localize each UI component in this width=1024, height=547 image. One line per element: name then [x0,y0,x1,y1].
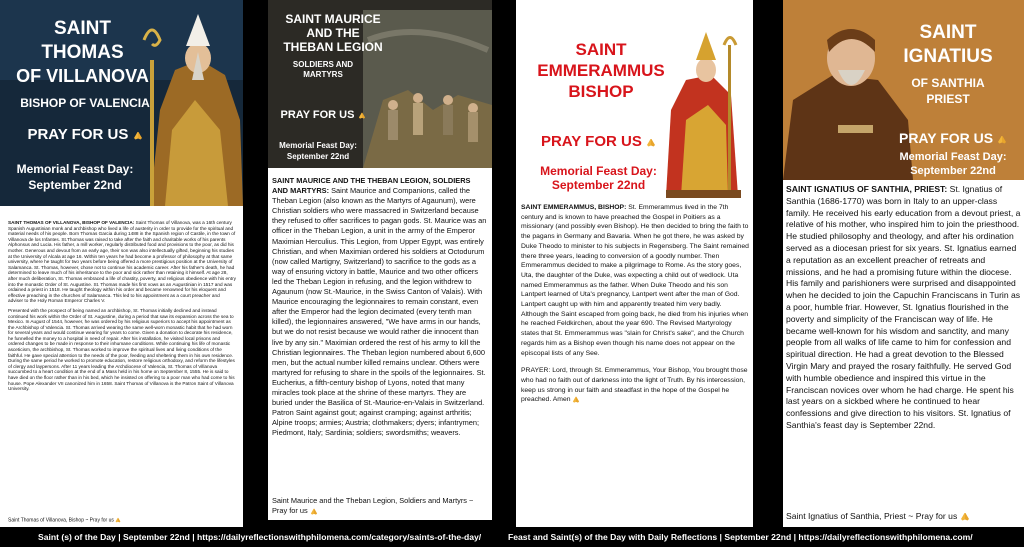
pray-for-us-text: PRAY FOR US [898,130,994,146]
praying-hands-icon [133,131,143,140]
bio-paragraph: Saint Thomas of Villanova, was a 16th century Spanish Augustinian monk and archbishop who lived a life of austerity in order to provide for the spiritual and material needs of his people. Born Thomas Garcia during 1488 in the Spanish region of Castile, in the town of Villanova de los Infantes. St.Thomas was raised to take after the faith and charitable works of his parents Alphonsus and Lucia. His father, a mill worker, regularly distributed food and provisions to the poor, as did his mother. Generous and devout from an early age, their son was also intellectually gifted, beginning his studies at the University of Alcala at age 16. Within ten years he had become a professor of philosophy at that same university, where he taught for two years before being offered a more prestigious position at the University of Salamanca. St. Thomas, however, chose not to continue his academic career. After his father's death, he had determined to leave much of his inheritance to the poor and sick rather than retaining it himself. At age 28, after much deliberation, St. Thomas embraced a life of chastity, poverty, and religious obedience with his entry into the monastic Order of St. Augustine. St. Thomas made his first vows as an Augustinian in 1517 and was ordained a priest in 1518. He taught theology within his order and became renowned for his eloquent and effective preaching in the churches of Salamanca. This led to his appointment as a court preacher and adviser to the Holy Roman Emperor Charles V. [8,220,236,304]
signoff [8,517,121,523]
praying-hands-icon [646,138,656,147]
bio-lead: SAINT EMMERAMMUS, BISHOP: [521,204,627,211]
feast-day-label: Memorial Feast Day: [16,162,134,176]
hero-image [516,0,753,200]
saint-biography [272,176,488,488]
hero-image [268,0,492,168]
saint-biography [521,203,749,515]
saint-biography [8,220,236,506]
pray-for-us-label [0,126,170,143]
pray-for-us-label [516,133,681,150]
feast-day-label: Memorial Feast Day: [540,164,657,178]
bio-lead: SAINT MAURICE AND THE THEBAN LEGION, SOLDIERS AND MARTYRS: [272,176,471,196]
hero-title-line: SAINT MAURICE [285,12,381,26]
hero-title-line: EMMERAMMUS [537,61,665,80]
praying-hands-icon [358,112,366,119]
signoff-text: Saint Ignatius of Santhia, Priest ~ Pray for us [786,511,958,521]
feast-day-date: September 22nd [286,152,350,161]
hero-title-line: IGNATIUS [903,46,993,67]
hero-image [0,0,243,206]
bio-paragraph: Saint Maurice and Companions, called the Theban Legion (also known as the Martyrs of Agaunum), were Christian soldiers who were massacred in Switzerland because they refused to offer sacrifices to pagan gods. St. Maurice was an officer in the Theban Legion, a unit in the army of the Emperor Maximian Herculius. This Legion, from Upper Egypt, was entirely Christian, and when Maximian ordered his soldiers at Octodurum (now called Martigny, Switzerland) to sacrifice to the gods as a way of ensuring victory in battle, Maurice and two other officers led the Theban Legion in refusing, and the legion withdrew to Agaunum (now St.-Maurice, in the Swiss Canton of Valais). With Maurice encouraging the legionnaires to remain constant, even after the Emperor had the legion decimated (every tenth man killed), the legionnaires answered, "We have arms in our hands, but we do not resist because we would rather die innocent than live by any sin." Maximian ordered the rest of his army to kill the Christian legionnaires. The Theban legion numbered about 6,600 men, but the actual number killed remains unclear. Others were martyred for refusing to share in the spoils of the legionnaires. St. Eucherius, a fifth-century bishop of Lyons, noted that many miracles took place at the shrine of these martyrs. They are buried under the Basilica of St.-Maurice-en-Valais in Switzerland. Patron Saint against gout; against cramping; against arthritis; Alpine troops; armies; Austria; clothmakers; dyers; infantrymen; Piedmont, Italy; Sardinia; soldiers; swordsmiths; weavers. [272,186,487,438]
hero-title-line: SAINT [54,18,111,39]
hero-subtitle: BISHOP OF VALENCIA [20,96,150,110]
signoff [786,511,970,521]
feast-day-date: September 22nd [28,178,122,192]
bio-lead: SAINT IGNATIUS OF SANTHIA, PRIEST: [786,184,948,194]
praying-hands-icon [310,508,318,515]
saint-biography [786,184,1022,502]
bio-paragraph: St. Ignatius of Santhia (1686-1770) was born in Italy to an upper-class family. He received his early education from a devout priest, a relative of his mother, who inspired him to join the priesthood. He studied philosophy and theology, and after his ordination served as a diocesan priest for six years. St. Ignatius earned a reputation as an excellent preacher of retreats and missions, and he had a promising future within the diocese. His family and parishioners were surprised and disappointed when he decided to join the Capuchin Franciscans in Turin as a poor, humble friar. However, St. Ignatius flourished in the poverty and simplicity of the Franciscan way of life. He became well-known for his wisdom and sanctity, and many people from all walks of life came to him for confession and spiritual direction. He had a great devotion to the Blessed Virgin Mary and prayed the rosary faithfully. He served God with humble obedience and inspired this virtue in the Franciscan novices over whom he had charge. He spent his last years on a sickbed where he continued to hear confessions and give direction to his visitors. St. Ignatius of Santhia's feast day is September 22nd. [786,184,1021,430]
hero-subtitle: PRIEST [926,92,970,106]
pray-for-us-text: PRAY FOR US [540,133,642,150]
signoff [272,496,488,516]
card-ignatius-of-santhia [783,0,1024,527]
praying-hands-icon [572,396,580,403]
hero-subtitle: OF SANTHIA [911,76,985,90]
praying-hands-icon [997,135,1007,144]
hero-subtitle: MARTYRS [303,70,343,79]
feast-day-date: September 22nd [910,165,996,177]
feast-day-date: September 22nd [551,178,646,192]
pray-for-us-text: PRAY FOR US [27,126,129,143]
pray-for-us-text: PRAY FOR US [280,109,355,121]
pray-for-us-label [268,109,378,121]
hero-title-line: SAINT [575,40,627,59]
hero-title-line: BISHOP [568,82,634,101]
footer-left-link[interactable]: Saint (s) of the Day | September 22nd | https://dailyreflectionswithphilomena.com/category/saints-of-the-day/ [38,532,482,542]
prayer-text: PRAYER: Lord, through St. Emmerammus, Your Bishop, You brought those who had no faith out of darkness into the light of Truth. By his intercession, keep us strong in our faith and steadfast in the hope of the Gospel he preached. Amen [521,367,748,404]
card-maurice-theban-legion [268,0,492,520]
card-thomas-of-villanova [0,0,243,527]
hero-title-line: AND THE [306,26,360,40]
hero-title-line: THEBAN LEGION [283,40,383,54]
pray-for-us-label [888,130,1018,146]
feast-day-label: Memorial Feast Day: [899,151,1007,163]
card-emmerammus [516,0,753,527]
footer-right-link[interactable]: Feast and Saint(s) of the Day with Daily Reflections | September 22nd | https://dailyreflectionswithphilomena.com/ [508,532,973,542]
bio-paragraph: Presented with the prospect of being named an archbishop, St. Thomas initially declined and instead continued his work within the Order of St. Augustine, during a period that saw its expansion across the sea to Mexico. In August of 1544, however, he was ordered by his religious superiors to accept his appointment as the Archbishop of Valencia. St. Thomas arrived wearing the same well-worn monastic habit that he had worn for several years and would continue wearing for years to come. Given a donation to decorate his residence, he funnelled the money to a hospital in need of repair. After his installation, he visited local prisons and ordered changes to be made in response to their inhumane conditions. While continuing his life of monastic asceticism, the archbishop, St. Thomas worked to improve the spiritual lives and living conditions of the faithful. He gave special attention to the needs of the poor, feeding and sheltering them in his own residence. During the same period he worked to promote education, restore religious orthodoxy, and reform the lifestyles of clergy and laypersons. After 11 years leading the Archdiocese of Valencia, St. Thomas of Villanova succumbed to a heart condition at the end of a Mass held in his home on September 8, 1555. He is said to have died on the floor rather than in his bed, which he insisted on offering to a poor man who had come to his house. Pope Alexander VII canonized him in 1658. Saint Thomas of Villanova is the Patron Saint of Villanova University. [8,307,235,392]
signoff-text: Saint Thomas of Villanova, Bishop ~ Pray for us [8,517,114,524]
bio-paragraph: St. Emmerammus lived in the 7th century and is known to have preached the Gospel in Poitiers as a missionary (and possibly even Bishop). He then decided to bring the faith to the pagans in Germany and Bavaria. When he got there, he was asked by Duke Theodo to minister to his subjects in Regensberg. The Saint remained there three years, leading to conversion of a goodly number. Then Emmerammus decided to make a pilgrimage to Rome. As the story goes, Uta, the daughter of the Duke, was expecting a child out of wedlock. Uta named Emmerammus as the father. When Duke Theodo and his son Lantpert learned of Uta's pregnancy, Lantpert went after the man of God. Lantpert caught up with him and apparently treated him very badly. Although the Saint escaped from going back, he died from his injuries when he reached Feldkirchen, about the year 690. The Revised Martyrology states that St. Emmerammus was "slain for Christ's sake", and the Church regards him as a Bishop even though his name does not appear on the episcopal lists of any See. [521,204,749,357]
hero-title-line: SAINT [919,22,977,43]
feast-day-label: Memorial Feast Day: [279,141,357,150]
hero-image [783,0,1024,180]
praying-hands-icon [115,517,121,523]
hero-title-line: THOMAS [41,42,124,63]
signoff-text: Saint Maurice and the Theban Legion, Soldiers and Martyrs ~ Pray for us [272,496,474,515]
hero-title-line: OF VILLANOVA [16,66,149,86]
hero-subtitle: SOLDIERS AND [292,60,354,69]
praying-hands-icon [960,512,970,521]
bio-lead: SAINT THOMAS OF VILLANOVA, BISHOP OF VALENCIA: [8,220,135,225]
